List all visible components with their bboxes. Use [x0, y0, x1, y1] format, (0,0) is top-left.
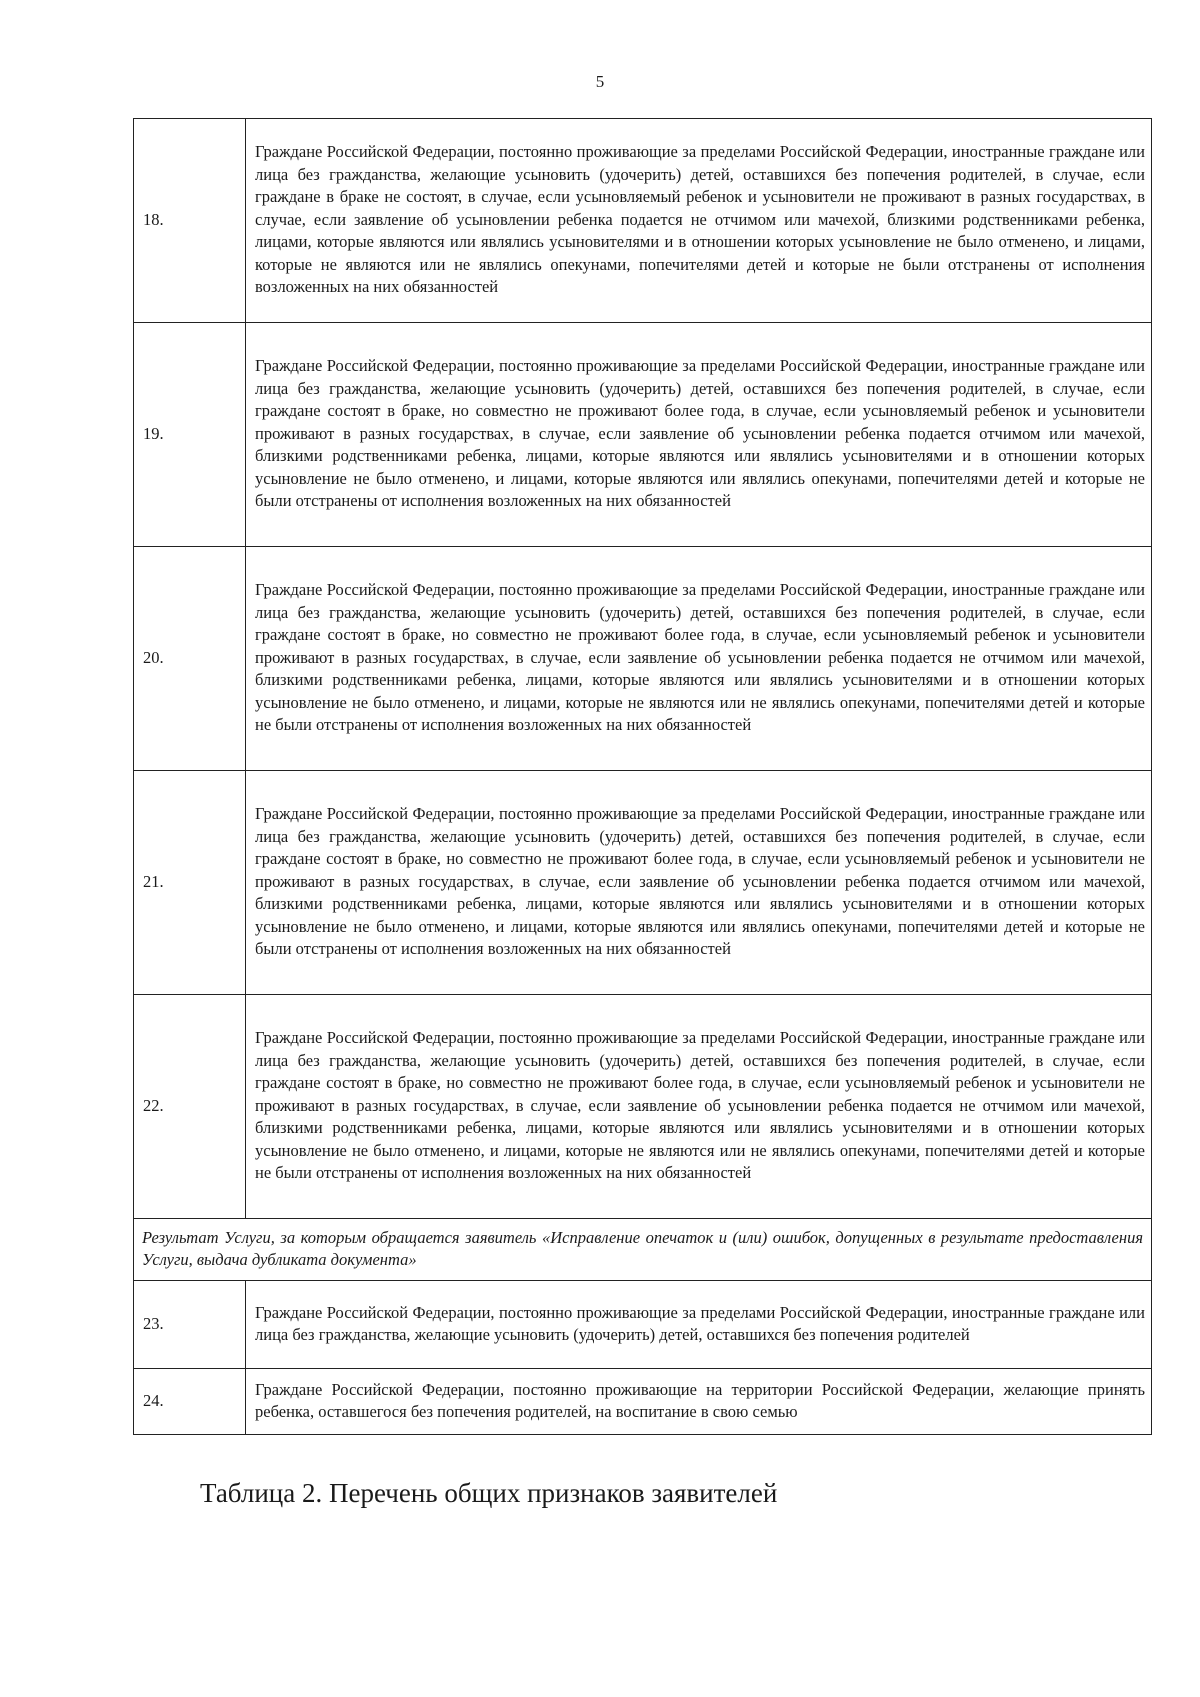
table-row — [134, 995, 1152, 1219]
row-description: Граждане Российской Федерации, постоянно проживающие за пределами Российской Федерации, иностранные граждане или лица без гражданства, желающие усыновить (удочерить) детей, оставшихся без попечения родителей, в случае, если граждане в браке не состоят, в случае, если усыновляемый ребенок и усыновители не проживают в разных государствах, в случае, если заявление об усыновлении ребенка подается не отчимом или мачехой, близкими родственниками ребенка, лицами, которые являются или являлись усыновителями и в отношении которых усыновление не было отменено, и лицами, которые не являются или не являлись опекунами, попечителями детей и которые не были отстранены от исполнения возложенных на них обязанностей — [246, 119, 1152, 323]
row-number: 23. — [134, 1281, 246, 1369]
applicants-table — [133, 118, 1152, 1435]
page-number: 5 — [595, 72, 605, 91]
table-row — [134, 323, 1152, 547]
table-row — [134, 119, 1152, 323]
row-number: 19. — [134, 323, 246, 547]
section-header: Результат Услуги, за которым обращается заявитель «Исправление опечаток и (или) ошибок, допущенных в результате предоставления Услуги, выдача дубликата документа» — [134, 1219, 1152, 1281]
row-number: 21. — [134, 771, 246, 995]
row-number: 22. — [134, 995, 246, 1219]
row-number: 20. — [134, 547, 246, 771]
section-header-row — [134, 1219, 1152, 1281]
row-description: Граждане Российской Федерации, постоянно проживающие за пределами Российской Федерации, иностранные граждане или лица без гражданства, желающие усыновить (удочерить) детей, оставшихся без попечения родителей, в случае, если граждане состоят в браке, но совместно не проживают более года, в случае, если усыновляемый ребенок и усыновители не проживают в разных государствах, в случае, если заявление об усыновлении ребенка подается отчимом или мачехой, близкими родственниками ребенка, лицами, которые являются или являлись усыновителями и в отношении которых усыновление не было отменено, и лицами, которые являются или являлись опекунами, попечителями детей и которые не были отстранены от исполнения возложенных на них обязанностей — [246, 771, 1152, 995]
row-description: Граждане Российской Федерации, постоянно проживающие за пределами Российской Федерации, иностранные граждане или лица без гражданства, желающие усыновить (удочерить) детей, оставшихся без попечения родителей, в случае, если граждане состоят в браке, но совместно не проживают более года, в случае, если усыновляемый ребенок и усыновители проживают в разных государствах, в случае, если заявление об усыновлении ребенка подается отчимом или мачехой, близкими родственниками ребенка, лицами, которые являются или являлись усыновителями и в отношении которых усыновление не было отменено, и лицами, которые являются или являлись опекунами, попечителями детей и которые не были отстранены от исполнения возложенных на них обязанностей — [246, 323, 1152, 547]
row-description: Граждане Российской Федерации, постоянно проживающие за пределами Российской Федерации, иностранные граждане или лица без гражданства, желающие усыновить (удочерить) детей, оставшихся без попечения родителей — [246, 1281, 1152, 1369]
table-row — [134, 1281, 1152, 1369]
row-number: 18. — [134, 119, 246, 323]
row-description: Граждане Российской Федерации, постоянно проживающие за пределами Российской Федерации, иностранные граждане или лица без гражданства, желающие усыновить (удочерить) детей, оставшихся без попечения родителей, в случае, если граждане состоят в браке, но совместно не проживают более года, в случае, если усыновляемый ребенок и усыновители проживают в разных государствах, в случае, если заявление об усыновлении ребенка подается не отчимом или мачехой, близкими родственниками ребенка, лицами, которые являются или являлись усыновителями и в отношении которых усыновление не было отменено, и лицами, которые не являются или не являлись опекунами, попечителями детей и которые не были отстранены от исполнения возложенных на них обязанностей — [246, 547, 1152, 771]
row-number: 24. — [134, 1369, 246, 1435]
table-caption: Таблица 2. Перечень общих признаков заявителей — [200, 1478, 778, 1508]
table-row — [134, 1369, 1152, 1435]
table-row — [134, 771, 1152, 995]
table-row — [134, 547, 1152, 771]
row-description: Граждане Российской Федерации, постоянно проживающие на территории Российской Федерации, желающие принять ребенка, оставшегося без попечения родителей, на воспитание в свою семью — [246, 1369, 1152, 1435]
row-description: Граждане Российской Федерации, постоянно проживающие за пределами Российской Федерации, иностранные граждане или лица без гражданства, желающие усыновить (удочерить) детей, оставшихся без попечения родителей, в случае, если граждане состоят в браке, но совместно не проживают более года, в случае, если усыновляемый ребенок и усыновители не проживают в разных государствах, в случае, если заявление об усыновлении ребенка подается не отчимом или мачехой, близкими родственниками ребенка, лицами, которые являются или являлись усыновителями и в отношении которых усыновление не было отменено, и лицами, которые не являются или не являлись опекунами, попечителями детей и которые не были отстранены от исполнения возложенных на них обязанностей — [246, 995, 1152, 1219]
